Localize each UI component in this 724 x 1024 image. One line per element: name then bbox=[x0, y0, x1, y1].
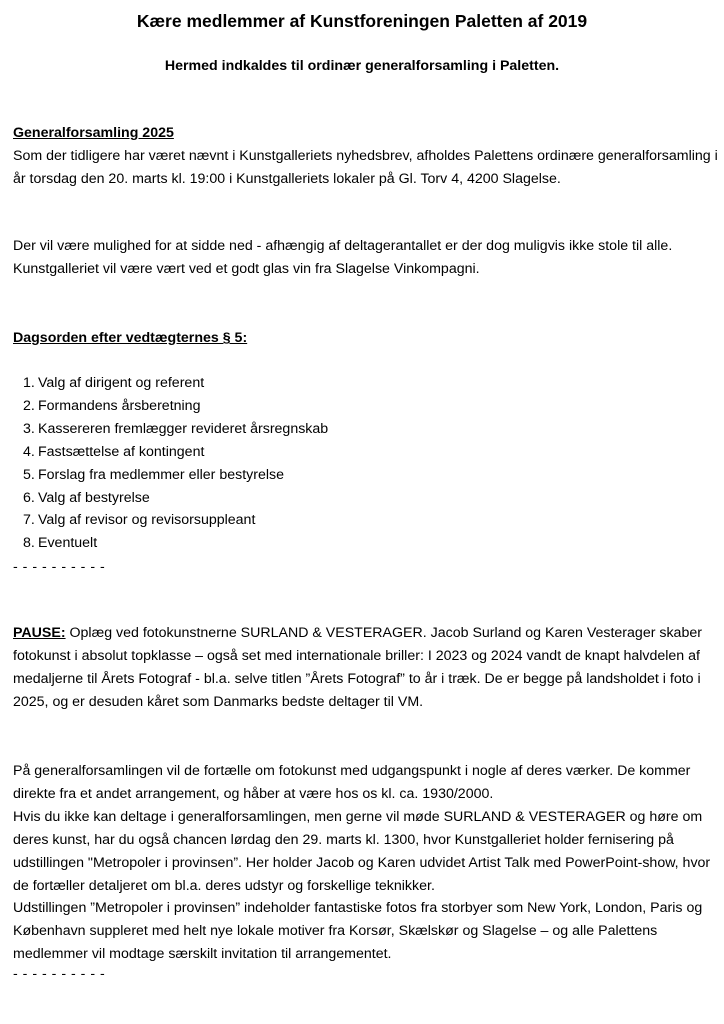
agenda-item-number: 6. bbox=[23, 489, 35, 506]
pause-label: PAUSE: bbox=[13, 625, 66, 641]
agenda-item-text: Valg af dirigent og referent bbox=[38, 375, 205, 391]
separator-bottom: - - - - - - - - - - bbox=[13, 966, 106, 982]
agenda-item-text: Eventuelt bbox=[38, 535, 98, 552]
agenda-item bbox=[13, 464, 703, 487]
agenda-item bbox=[13, 509, 703, 532]
agenda-item-text: Formandens årsberetning bbox=[38, 397, 201, 414]
agenda-heading bbox=[13, 327, 718, 350]
agenda-item-text: Valg af revisor og revisorsuppleant bbox=[38, 512, 256, 529]
agenda-item-text: Kassereren fremlægger revideret årsregnskab bbox=[38, 420, 329, 437]
pause-paragraph bbox=[13, 622, 718, 714]
pause-text: Oplæg ved fotokunstnerne SURLAND & VESTERAGER. Jacob Surland og Karen Vesterager skaber fotokunst i absolut topklasse – også set med internationale briller: I 2023 og 2024 vandt de knapt halvdelen af medaljerne til Årets Fotograf - bl.a. selve titlen ”Årets Fotograf” to år i træk. De er begge på landsholdet i foto i 2025, og er desuden kåret som Danmarks bedste deltager til VM. bbox=[13, 625, 702, 710]
agenda-item-text: Forslag fra medlemmer eller bestyrelse bbox=[38, 466, 284, 483]
seating-text: Der vil være mulighed for at sidde ned - afhængig af deltagerantallet er der dog muligvis ikke stole til alle. Kunstgalleriet vil være vært ved et godt glas vin fra Slagelse Vinkompagni. bbox=[13, 238, 673, 277]
paragraph-fotokunst: På generalforsamlingen vil de fortælle om fotokunst med udgangspunkt i nogle af deres værker. De kommer direkte fra et andet arrangement, og håber at være hos os kl. ca. 1930/2000. bbox=[13, 763, 691, 802]
agenda-item-text: Fastsættelse af kontingent bbox=[38, 443, 205, 460]
meeting-heading: Generalforsamling 2025 bbox=[13, 125, 174, 141]
agenda-item bbox=[13, 487, 703, 510]
document-subtitle: Hermed indkaldes til ordinær generalforsamling i Paletten. bbox=[164, 58, 560, 74]
paragraph-fernisering: Hvis du ikke kan deltage i generalforsamlingen, men gerne vil møde SURLAND & VESTERAGER og høre om deres kunst, har du også chancen lørdag den 29. marts kl. 1300, hvor Kunstgalleriet holder fernisering på udstillingen "Metropoler i provinsen”. Her holder Jacob og Karen udvidet Artist Talk med PowerPoint-show, hvor de fortæller detaljeret om bl.a. deres udstyr og forskellige teknikker. bbox=[13, 808, 711, 894]
agenda-item bbox=[13, 532, 703, 555]
agenda-item-number: 4. bbox=[23, 443, 35, 460]
agenda-item bbox=[13, 395, 703, 418]
agenda-item-text: Valg af bestyrelse bbox=[38, 489, 150, 506]
meeting-text: Som der tidligere har været nævnt i Kunstgalleriets nyhedsbrev, afholdes Palettens ordinære generalforsamling i år torsdag den 20. marts kl. 19:00 i Kunstgalleriets lokaler på Gl. Torv 4, 4200 Slagelse. bbox=[13, 147, 718, 187]
agenda-item-number: 7. bbox=[23, 512, 35, 529]
agenda-item-number: 8. bbox=[23, 535, 35, 552]
agenda-heading-text: Dagsorden efter vedtægternes § 5: bbox=[13, 330, 248, 346]
agenda-item-number: 5. bbox=[23, 466, 35, 483]
document-title: Kære medlemmer af Kunstforeningen Paletten af 2019 bbox=[136, 11, 588, 31]
agenda-item-number: 3. bbox=[23, 420, 35, 437]
agenda-item-number: 1. bbox=[23, 375, 35, 391]
agenda-item-number: 2. bbox=[23, 397, 35, 414]
info-section bbox=[13, 760, 718, 966]
agenda-list bbox=[13, 372, 703, 555]
agenda-item bbox=[13, 441, 703, 464]
separator: - - - - - - - - - - bbox=[13, 559, 106, 575]
agenda-item bbox=[13, 372, 703, 395]
agenda-item bbox=[13, 418, 703, 441]
meeting-section bbox=[13, 122, 718, 191]
paragraph-udstilling: Udstillingen ”Metropoler i provinsen” indeholder fantastiske fotos fra storbyer som New York, London, Paris og København suppleret med helt nye lokale motiver fra Korsør, Skælskør og Slagelse – og alle Palettens medlemmer vil modtage særskilt invitation til arrangementet. bbox=[13, 900, 703, 963]
